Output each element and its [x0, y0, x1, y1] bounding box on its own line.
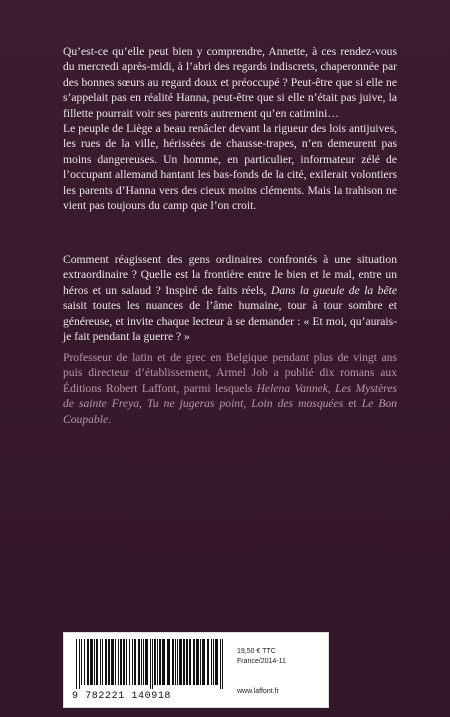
barcode-bar — [183, 639, 185, 685]
synopsis — [63, 44, 397, 213]
barcode-bar — [108, 639, 110, 685]
barcode-bar — [159, 639, 161, 685]
book-mysteres-sainte-freya: Les Mystères de sainte Freya — [63, 381, 398, 411]
barcode-bar — [123, 639, 125, 685]
barcode-bar — [76, 639, 77, 689]
book-loin-des-mosquees: Loin des mosquées — [251, 397, 344, 411]
barcode-bar — [94, 639, 95, 685]
barcode-bar — [115, 639, 116, 685]
barcode-bar — [96, 639, 98, 685]
barcode-bar — [120, 639, 122, 685]
barcode-bar — [202, 639, 205, 685]
barcode-bar — [143, 639, 144, 685]
barcode-bar — [118, 639, 119, 685]
author-intro: Professeur de latin et de grec en Belgique pendant plus de vingt ans puis directeur d’établissement, Armel Job a publié dix romans aux Éditions Robert Laffont, parmi lesquels — [63, 351, 397, 395]
barcode-bar — [189, 639, 191, 685]
barcode-panel — [63, 632, 329, 708]
barcode-bar — [79, 639, 80, 689]
barcode-bar — [126, 639, 127, 685]
barcode-bar — [213, 639, 214, 685]
barcode-bar — [167, 639, 170, 685]
barcode-bar — [196, 639, 199, 685]
publisher-website: www.laffont.fr — [237, 688, 279, 695]
edition-date: France/2014-11 — [237, 658, 286, 665]
barcode-bar — [129, 639, 130, 685]
barcode-bar — [157, 639, 158, 685]
barcode-bar — [207, 639, 209, 685]
isbn-digits: 9 782221 140918 — [72, 691, 172, 702]
price-info — [237, 647, 286, 695]
synopsis-paragraph-2: Le peuple de Liège a beau renâcler devant la rigueur des lois antijuives, les rues de la ville, hérissées de chausse-trapes, n’en demeurent pas moins dangereuses. Un homme, en particulier, informateur zélé de l’occupant allemand hantant les bas-fonds de la cité, exilerait volontiers les parents d’Hanna vers des cieux moins cléments. Mais la trahison ne vient pas toujours du camp que l’on croit. — [63, 122, 397, 213]
synopsis-paragraph-1: Qu’est-ce qu’elle peut bien y comprendre, Annette, à ces rendez-vous du mercredi après-midi, à l’abri des regards indiscrets, chaperonnée par des bonnes sœurs au regard doux et préoccupé ? Peut-être que si elle ne s’appelait pas en réalité Hanna, peut-être que si elle n’était pas juive, la fillette pourrait voir ses parents autrement qu’en catimini… — [63, 45, 397, 120]
barcode-bar — [200, 639, 201, 685]
barcode-bar — [220, 639, 221, 689]
barcode-bar — [215, 639, 218, 685]
barcode-bar — [222, 639, 223, 689]
barcode-bar — [154, 639, 156, 685]
barcode-bar — [90, 639, 93, 685]
barcode-bar — [172, 639, 174, 685]
barcode-bar — [211, 639, 212, 685]
barcode-bar — [87, 639, 89, 685]
barcode — [72, 639, 230, 689]
barcode-bar — [150, 639, 151, 689]
barcode-bar — [193, 639, 195, 685]
barcode-bar — [111, 639, 114, 685]
barcode-bar — [175, 639, 176, 685]
barcode-bar — [84, 639, 85, 685]
barcode-bar — [100, 639, 101, 685]
barcode-bar — [145, 639, 148, 685]
barcode-bar — [186, 639, 188, 685]
barcode-bar — [177, 639, 178, 685]
barcode-bar — [105, 639, 107, 685]
barcode-bar — [141, 639, 142, 685]
barcode-bar — [152, 639, 153, 689]
barcode-bar — [162, 639, 165, 685]
price: 19,50 € TTC — [237, 648, 276, 655]
barcode-bar — [138, 639, 140, 685]
author-bio: Professeur de latin et de grec en Belgique pendant plus de vingt ans puis directeur d’établissement, Armel Job a publié dix romans aux Éditions Robert Laffont, parmi lesquels Helena Vannek, Les Mystères de sainte Freya, Tu ne jugeras point, Loin des mosquées et Le Bon Coupable. — [63, 351, 398, 426]
barcode-bar — [179, 639, 182, 685]
barcode-bar — [134, 639, 136, 685]
book-helena-vannek: Helena Vannek — [256, 381, 328, 395]
question-paragraph — [63, 252, 397, 344]
barcode-bar — [81, 639, 82, 685]
barcode-bar — [102, 639, 103, 685]
book-title: Dans la gueule de la bête — [270, 283, 397, 297]
book-le-bon-coupable: Le Bon Coupable — [63, 397, 398, 426]
book-tu-ne-jugeras-point: Tu ne jugeras point — [146, 397, 244, 411]
question-text-2: saisit toutes les nuances de l’âme humaine, tour à tour sombre et généreuse, et invite chaque lecteur à se demander : « Et moi, qu’aurais-je fait pendant la guerre ? » — [63, 299, 397, 344]
question-text-1: Comment réagissent des gens ordinaires confrontés à une situation extraordinaire ? Quelle est la frontière entre le bien et le mal, entre un héros et un salaud ? Inspiré de faits réels, — [63, 253, 397, 297]
barcode-bar — [132, 639, 133, 685]
